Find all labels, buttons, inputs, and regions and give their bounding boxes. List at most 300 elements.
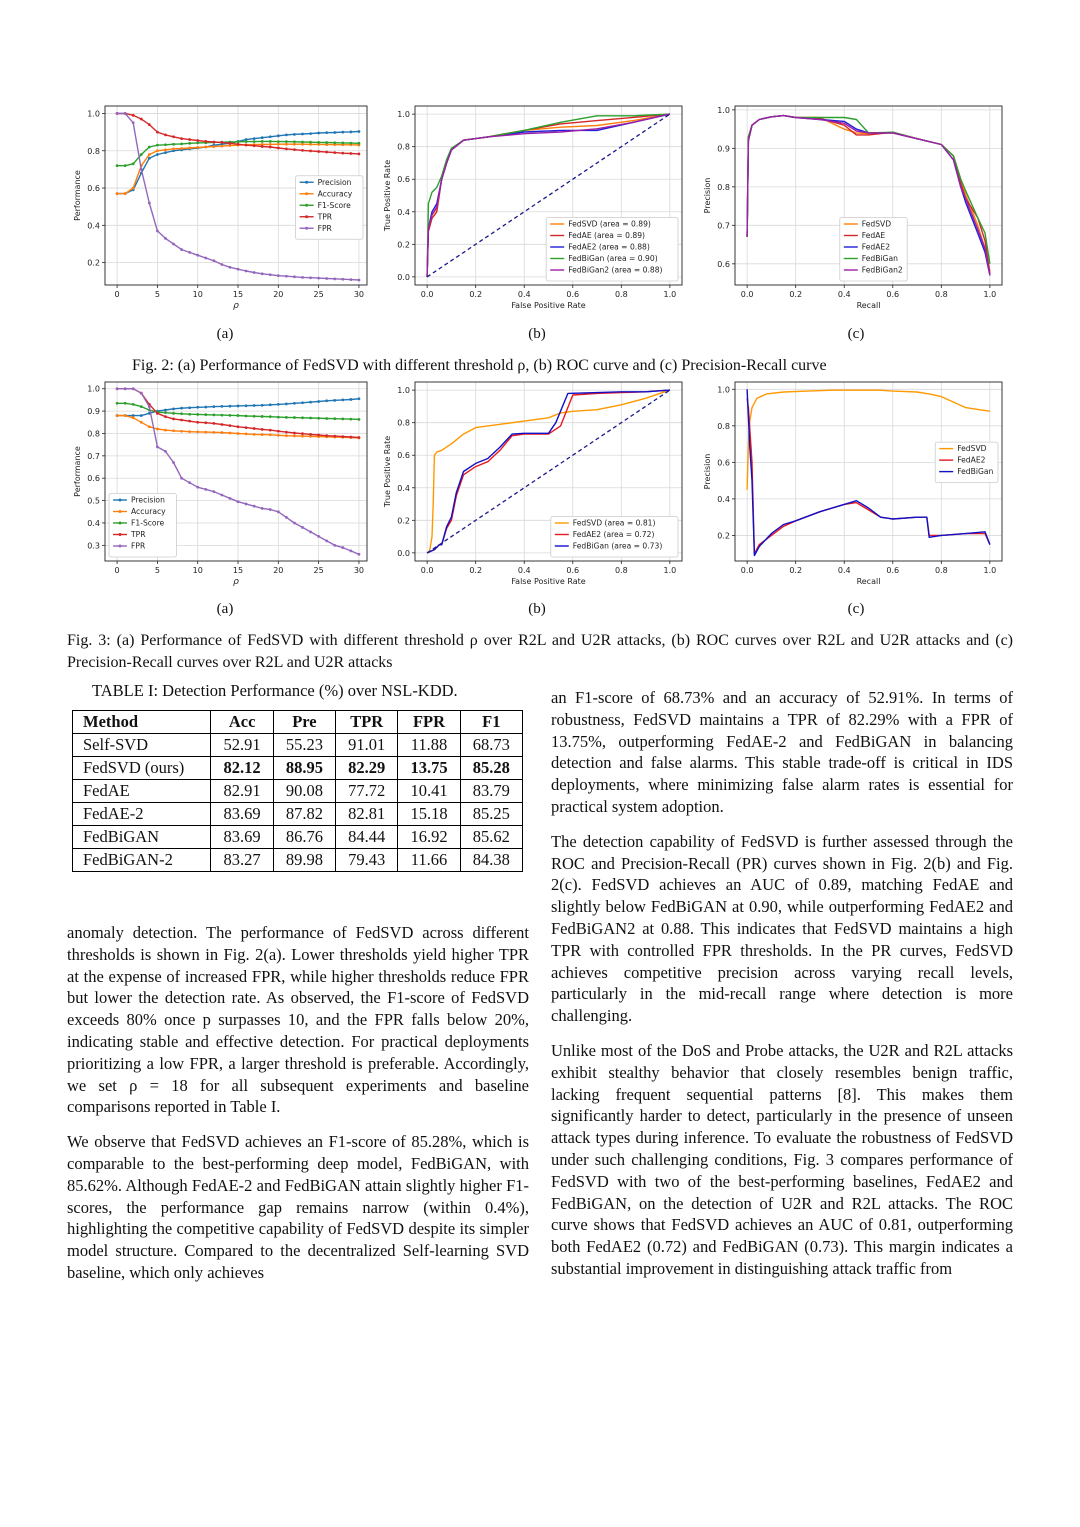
y-tick-label: 0.6	[87, 184, 100, 194]
data-point	[188, 251, 191, 254]
table-cell: 85.28	[460, 757, 522, 780]
table-cell: 82.91	[211, 780, 273, 803]
y-tick-label: 0.8	[397, 418, 410, 428]
y-tick-label: 0.9	[87, 407, 100, 417]
data-point	[253, 140, 256, 143]
data-point	[349, 550, 352, 553]
data-point	[309, 433, 312, 436]
data-point	[237, 425, 240, 428]
x-tick-label: 0	[114, 290, 120, 299]
data-point	[269, 433, 272, 436]
table-cell: 10.41	[398, 780, 460, 803]
legend	[546, 218, 678, 282]
data-point	[293, 416, 296, 419]
data-point	[269, 143, 272, 146]
data-point	[317, 400, 320, 403]
legend-label: Precision	[131, 495, 165, 505]
left-paragraph: anomaly detection. The performance of FedSVD across different thresholds is shown in Fig. 2(a). Lower thresholds yield higher TPR at the expense of increased FPR, while higher thresholds reduce FPR but lower the detection rate. As observed, the F1-score of FedSVD exceeds 80% once p surpasses 10, and the FPR falls below 20%, indicating stable and effective detection. For practical deployments prioritizing a low FPR, a larger threshold is preferable. Accordingly, we set ρ = 18 for all subsequent experiments and baseline comparisons reported in Table I.	[67, 923, 529, 1117]
data-point	[116, 164, 119, 167]
data-point	[261, 404, 264, 407]
data-point	[237, 432, 240, 435]
data-point	[196, 142, 199, 145]
data-point	[132, 114, 135, 117]
results-table	[72, 710, 523, 872]
results-table-wrap	[72, 710, 523, 872]
legend	[551, 517, 678, 558]
data-point	[196, 486, 199, 489]
legend-label: FedAE2 (area = 0.88)	[568, 242, 650, 252]
data-point	[245, 426, 248, 429]
data-point	[349, 418, 352, 421]
data-point	[156, 153, 159, 156]
data-point	[293, 140, 296, 143]
data-point	[301, 149, 304, 152]
y-tick-label: 0.3	[87, 541, 100, 551]
table-cell: 84.38	[460, 849, 522, 872]
data-point	[317, 434, 320, 437]
table-row	[73, 803, 523, 826]
data-point	[358, 153, 361, 156]
legend-marker	[119, 522, 122, 525]
data-point	[164, 148, 167, 151]
legend-label: FedSVD	[861, 219, 892, 229]
data-point	[229, 432, 232, 435]
y-tick-label: 0.4	[397, 207, 410, 217]
data-point	[180, 477, 183, 480]
data-point	[212, 490, 215, 493]
x-tick-label: 30	[353, 290, 365, 299]
y-tick-label: 0.2	[397, 240, 410, 250]
data-point	[148, 202, 151, 205]
x-tick-label: 0	[114, 566, 120, 575]
y-tick-label: 0.8	[717, 182, 730, 192]
data-point	[188, 413, 191, 416]
y-tick-label: 1.0	[87, 109, 100, 119]
data-point	[349, 278, 352, 281]
legend	[296, 176, 363, 240]
data-point	[140, 414, 143, 417]
data-point	[188, 138, 191, 141]
data-point	[269, 403, 272, 406]
table-cell: 85.25	[460, 803, 522, 826]
data-point	[285, 140, 288, 143]
y-tick-label: 1.0	[87, 384, 100, 394]
data-point	[172, 461, 175, 464]
data-point	[358, 553, 361, 556]
data-point	[204, 146, 207, 149]
legend-label: FedAE2	[957, 455, 986, 465]
data-point	[172, 429, 175, 432]
x-tick-label: 0.6	[886, 290, 900, 299]
table-cell: 83.27	[211, 849, 273, 872]
fig3b-chart	[380, 376, 690, 591]
data-point	[229, 266, 232, 269]
table-row	[73, 849, 523, 872]
data-point	[309, 276, 312, 279]
data-point	[285, 143, 288, 146]
data-point	[301, 141, 304, 144]
table-cell: FedAE-2	[73, 803, 211, 826]
table-header-cell: Acc	[211, 711, 273, 734]
data-point	[261, 507, 264, 510]
y-tick-label: 0.8	[87, 429, 100, 439]
data-point	[358, 397, 361, 400]
y-tick-label: 1.0	[717, 385, 730, 395]
data-point	[285, 416, 288, 419]
data-point	[277, 140, 280, 143]
data-point	[140, 168, 143, 171]
table-cell: 82.81	[336, 803, 398, 826]
data-point	[317, 277, 320, 280]
data-point	[237, 405, 240, 408]
legend-label: TPR	[131, 530, 146, 539]
data-point	[148, 405, 151, 408]
fig2b-chart	[380, 100, 690, 315]
data-point	[237, 414, 240, 417]
data-point	[333, 131, 336, 134]
table-header-cell: F1	[460, 711, 522, 734]
data-point	[285, 403, 288, 406]
data-point	[349, 398, 352, 401]
data-point	[140, 153, 143, 156]
x-tick-label: 0.6	[566, 566, 580, 575]
data-point	[317, 132, 320, 135]
x-tick-label: 20	[273, 290, 284, 299]
data-point	[148, 146, 151, 149]
legend-label: F1-Score	[131, 518, 165, 528]
legend-marker	[305, 215, 308, 218]
data-point	[261, 415, 264, 418]
table-cell: 55.23	[273, 734, 335, 757]
y-axis-label: True Positive Rate	[383, 435, 392, 508]
data-point	[269, 429, 272, 432]
legend-marker	[305, 192, 308, 195]
data-point	[301, 276, 304, 279]
data-point	[333, 544, 336, 547]
x-tick-label: 0.4	[837, 290, 851, 299]
data-point	[293, 522, 296, 525]
x-tick-label: 0.8	[614, 290, 628, 299]
y-tick-label: 0.4	[87, 221, 100, 231]
data-point	[180, 430, 183, 433]
y-axis-label: True Positive Rate	[383, 159, 392, 232]
data-point	[341, 399, 344, 402]
x-tick-label: 1.0	[663, 566, 677, 575]
data-point	[253, 137, 256, 140]
data-point	[277, 274, 280, 277]
fig3a-label: (a)	[216, 601, 234, 617]
table-cell: 79.43	[336, 849, 398, 872]
data-point	[325, 277, 328, 280]
x-tick-label: 0.0	[740, 290, 754, 299]
y-tick-label: 0.8	[717, 421, 730, 431]
right-paragraph: an F1-score of 68.73% and an accuracy of 52.91%. In terms of robustness, FedSVD maintains a TPR of 82.29% with a FPR of 13.75%, outperforming FedAE-2 and FedBiGAN in balancing detection and false alarms. This stable trade-off is critical in IDS deployments, where minimizing false alarm rates is essential for practical system adoption.	[551, 688, 1013, 816]
y-tick-label: 0.6	[397, 175, 410, 185]
fig2a-chart	[70, 100, 375, 315]
data-point	[188, 147, 191, 150]
data-point	[261, 136, 264, 139]
table-row	[73, 734, 523, 757]
data-point	[229, 424, 232, 427]
data-point	[269, 273, 272, 276]
data-point	[204, 431, 207, 434]
data-point	[277, 143, 280, 146]
legend-marker	[119, 510, 122, 513]
x-tick-label: 0.4	[517, 566, 531, 575]
data-point	[164, 134, 167, 137]
data-point	[204, 413, 207, 416]
left-column	[67, 922, 529, 1297]
table-cell: FedSVD (ours)	[73, 757, 211, 780]
legend-label: F1-Score	[317, 200, 351, 210]
data-point	[229, 405, 232, 408]
data-point	[358, 130, 361, 133]
data-point	[261, 272, 264, 275]
data-point	[269, 508, 272, 511]
legend-label: FedAE	[861, 231, 886, 240]
fig3c-label: (c)	[847, 601, 865, 617]
table-cell: 13.75	[398, 757, 460, 780]
legend	[935, 442, 998, 483]
data-point	[116, 387, 119, 390]
x-tick-label: 0.8	[934, 290, 948, 299]
data-point	[358, 142, 361, 145]
x-tick-label: 0.0	[420, 290, 434, 299]
data-point	[253, 505, 256, 508]
data-point	[245, 503, 248, 506]
data-point	[309, 401, 312, 404]
data-point	[164, 415, 167, 418]
data-point	[269, 415, 272, 418]
data-point	[341, 418, 344, 421]
data-point	[156, 412, 159, 415]
x-tick-label: 0.8	[934, 566, 948, 575]
table-cell: 88.95	[273, 757, 335, 780]
data-point	[253, 144, 256, 147]
legend	[109, 494, 176, 558]
x-tick-label: 0.2	[789, 566, 803, 575]
legend-label: FedBiGan2 (area = 0.88)	[568, 265, 663, 275]
data-point	[349, 152, 352, 155]
table-cell: 90.08	[273, 780, 335, 803]
y-tick-label: 1.0	[397, 386, 410, 396]
x-tick-label: 15	[232, 290, 244, 299]
table-cell: 84.44	[336, 826, 398, 849]
data-point	[188, 420, 191, 423]
data-point	[220, 414, 223, 417]
data-point	[164, 143, 167, 146]
x-tick-label: 0.2	[469, 566, 483, 575]
x-tick-label: 0.2	[789, 290, 803, 299]
y-tick-label: 0.7	[717, 221, 730, 231]
data-point	[196, 139, 199, 142]
fig3a-chart	[70, 376, 375, 591]
data-point	[325, 399, 328, 402]
x-tick-label: 30	[353, 566, 365, 575]
data-point	[293, 402, 296, 405]
x-axis-label: ρ	[233, 301, 239, 311]
x-tick-label: 1.0	[663, 290, 677, 299]
data-point	[196, 421, 199, 424]
legend-label: FedBiGan	[957, 467, 994, 477]
data-point	[277, 147, 280, 150]
data-point	[333, 399, 336, 402]
right-column	[551, 687, 1013, 1293]
data-point	[253, 404, 256, 407]
data-point	[269, 135, 272, 138]
x-tick-label: 0.0	[740, 566, 754, 575]
data-point	[301, 401, 304, 404]
legend-label: FedSVD (area = 0.89)	[568, 219, 651, 229]
data-point	[116, 192, 119, 195]
data-point	[180, 407, 183, 410]
y-tick-label: 0.6	[717, 458, 730, 468]
y-tick-label: 0.6	[397, 451, 410, 461]
data-point	[301, 133, 304, 136]
y-axis-label: Performance	[73, 170, 82, 221]
data-point	[293, 432, 296, 435]
x-tick-label: 20	[273, 566, 284, 575]
data-point	[156, 230, 159, 233]
table-cell: Self-SVD	[73, 734, 211, 757]
data-point	[124, 112, 127, 115]
data-point	[164, 151, 167, 154]
data-point	[253, 433, 256, 436]
x-tick-label: 1.0	[983, 290, 997, 299]
x-tick-label: 5	[154, 290, 160, 299]
data-point	[204, 421, 207, 424]
data-point	[196, 254, 199, 257]
data-point	[269, 140, 272, 143]
y-axis-label: Precision	[703, 453, 712, 490]
legend	[840, 218, 907, 282]
data-point	[293, 275, 296, 278]
data-point	[172, 407, 175, 410]
data-point	[156, 131, 159, 134]
data-point	[277, 434, 280, 437]
data-point	[358, 279, 361, 282]
legend-label: Accuracy	[131, 507, 166, 516]
data-point	[172, 135, 175, 138]
data-point	[341, 435, 344, 438]
data-point	[116, 402, 119, 405]
data-point	[196, 146, 199, 149]
data-point	[333, 277, 336, 280]
data-point	[212, 431, 215, 434]
data-point	[285, 434, 288, 437]
table-header-cell: FPR	[398, 711, 460, 734]
x-tick-label: 10	[192, 290, 203, 299]
y-tick-label: 1.0	[717, 105, 730, 115]
data-point	[237, 143, 240, 146]
data-point	[341, 131, 344, 134]
data-point	[156, 149, 159, 152]
data-point	[124, 414, 127, 417]
legend-marker	[305, 227, 308, 230]
data-point	[140, 421, 143, 424]
data-point	[164, 411, 167, 414]
data-point	[245, 270, 248, 273]
y-tick-label: 0.8	[87, 146, 100, 156]
data-point	[196, 406, 199, 409]
data-point	[358, 418, 361, 421]
data-point	[309, 531, 312, 534]
x-tick-label: 0.8	[614, 566, 628, 575]
data-point	[164, 409, 167, 412]
data-point	[277, 416, 280, 419]
data-point	[124, 164, 127, 167]
data-point	[132, 187, 135, 190]
table-cell: 89.98	[273, 849, 335, 872]
legend-label: FedAE2	[861, 242, 891, 252]
data-point	[140, 405, 143, 408]
data-point	[301, 416, 304, 419]
data-point	[285, 275, 288, 278]
data-point	[148, 123, 151, 126]
data-point	[333, 435, 336, 438]
y-tick-label: 0.0	[397, 272, 410, 282]
data-point	[164, 429, 167, 432]
legend-label: TPR	[317, 212, 333, 222]
data-point	[285, 134, 288, 137]
data-point	[349, 131, 352, 134]
data-point	[180, 147, 183, 150]
data-point	[180, 142, 183, 145]
legend-marker	[119, 545, 122, 548]
data-point	[261, 145, 264, 148]
data-point	[325, 417, 328, 420]
data-point	[212, 413, 215, 416]
x-axis-label: False Positive Rate	[511, 577, 586, 586]
x-tick-label: 25	[313, 290, 324, 299]
table-cell: 68.73	[460, 734, 522, 757]
table-cell: 15.18	[398, 803, 460, 826]
y-tick-label: 1.0	[397, 110, 410, 120]
legend-marker	[119, 499, 122, 502]
data-point	[180, 248, 183, 251]
data-point	[309, 417, 312, 420]
x-tick-label: 15	[232, 566, 244, 575]
data-point	[220, 423, 223, 426]
fig3-caption: Fig. 3: (a) Performance of FedSVD with different threshold ρ over R2L and U2R attacks, (b) ROC curves over R2L and U2R attacks and (c) Precision-Recall curves over R2L and U2R attacks	[67, 632, 1013, 671]
table-cell: 82.12	[211, 757, 273, 780]
x-axis-label: Recall	[856, 577, 881, 586]
table-row	[73, 757, 523, 780]
legend-label: FPR	[317, 223, 332, 233]
table-cell: 86.76	[273, 826, 335, 849]
fig2b-label: (b)	[528, 326, 546, 342]
data-point	[269, 146, 272, 149]
data-point	[301, 435, 304, 438]
right-paragraph: The detection capability of FedSVD is further assessed through the ROC and Precision-Recall (PR) curves shown in Fig. 2(b) and Fig. 2(c). FedSVD achieves an AUC of 0.89, matching FedAE and slightly below FedBiGAN at 0.90, while outperforming FedAE2 and FedBiGAN2 at 0.88. This indicates that FedSVD maintains a high TPR with controlled FPR thresholds. In the PR curves, FedSVD achieves competitive precision across varying recall levels, particularly in the mid-recall range where detection is more challenging.	[551, 831, 1013, 1026]
table-row	[73, 780, 523, 803]
data-point	[212, 259, 215, 262]
data-point	[204, 140, 207, 143]
data-point	[220, 145, 223, 148]
y-tick-label: 0.2	[397, 516, 410, 526]
right-paragraph: Unlike most of the DoS and Probe attacks, the U2R and R2L attacks exhibit stealthy behavior that closely resembles benign traffic, lacking frequent sequential patterns [8]. This makes them significantly harder to detect, particularly in the presence of unseen attack types during inference. To evaluate the robustness of FedSVD under such challenging conditions, Fig. 3 compares performance of FedSVD with two of the best-performing baselines, FedAE2 and FedBiGAN, on the detection of U2R and R2L attacks. The ROC curve shows that FedSVD achieves an AUC of 0.81, outperforming both FedAE2 (0.72) and FedBiGAN (0.73). This margin indicates a substantial improvement in distinguishing attack traffic from	[551, 1040, 1013, 1278]
x-tick-label: 0.2	[469, 290, 483, 299]
data-point	[325, 539, 328, 542]
table-cell: 85.62	[460, 826, 522, 849]
data-point	[180, 419, 183, 422]
data-point	[245, 415, 248, 418]
table-cell: 83.79	[460, 780, 522, 803]
x-tick-label: 10	[192, 566, 203, 575]
x-tick-label: 0.6	[566, 290, 580, 299]
data-point	[204, 406, 207, 409]
data-point	[253, 427, 256, 430]
